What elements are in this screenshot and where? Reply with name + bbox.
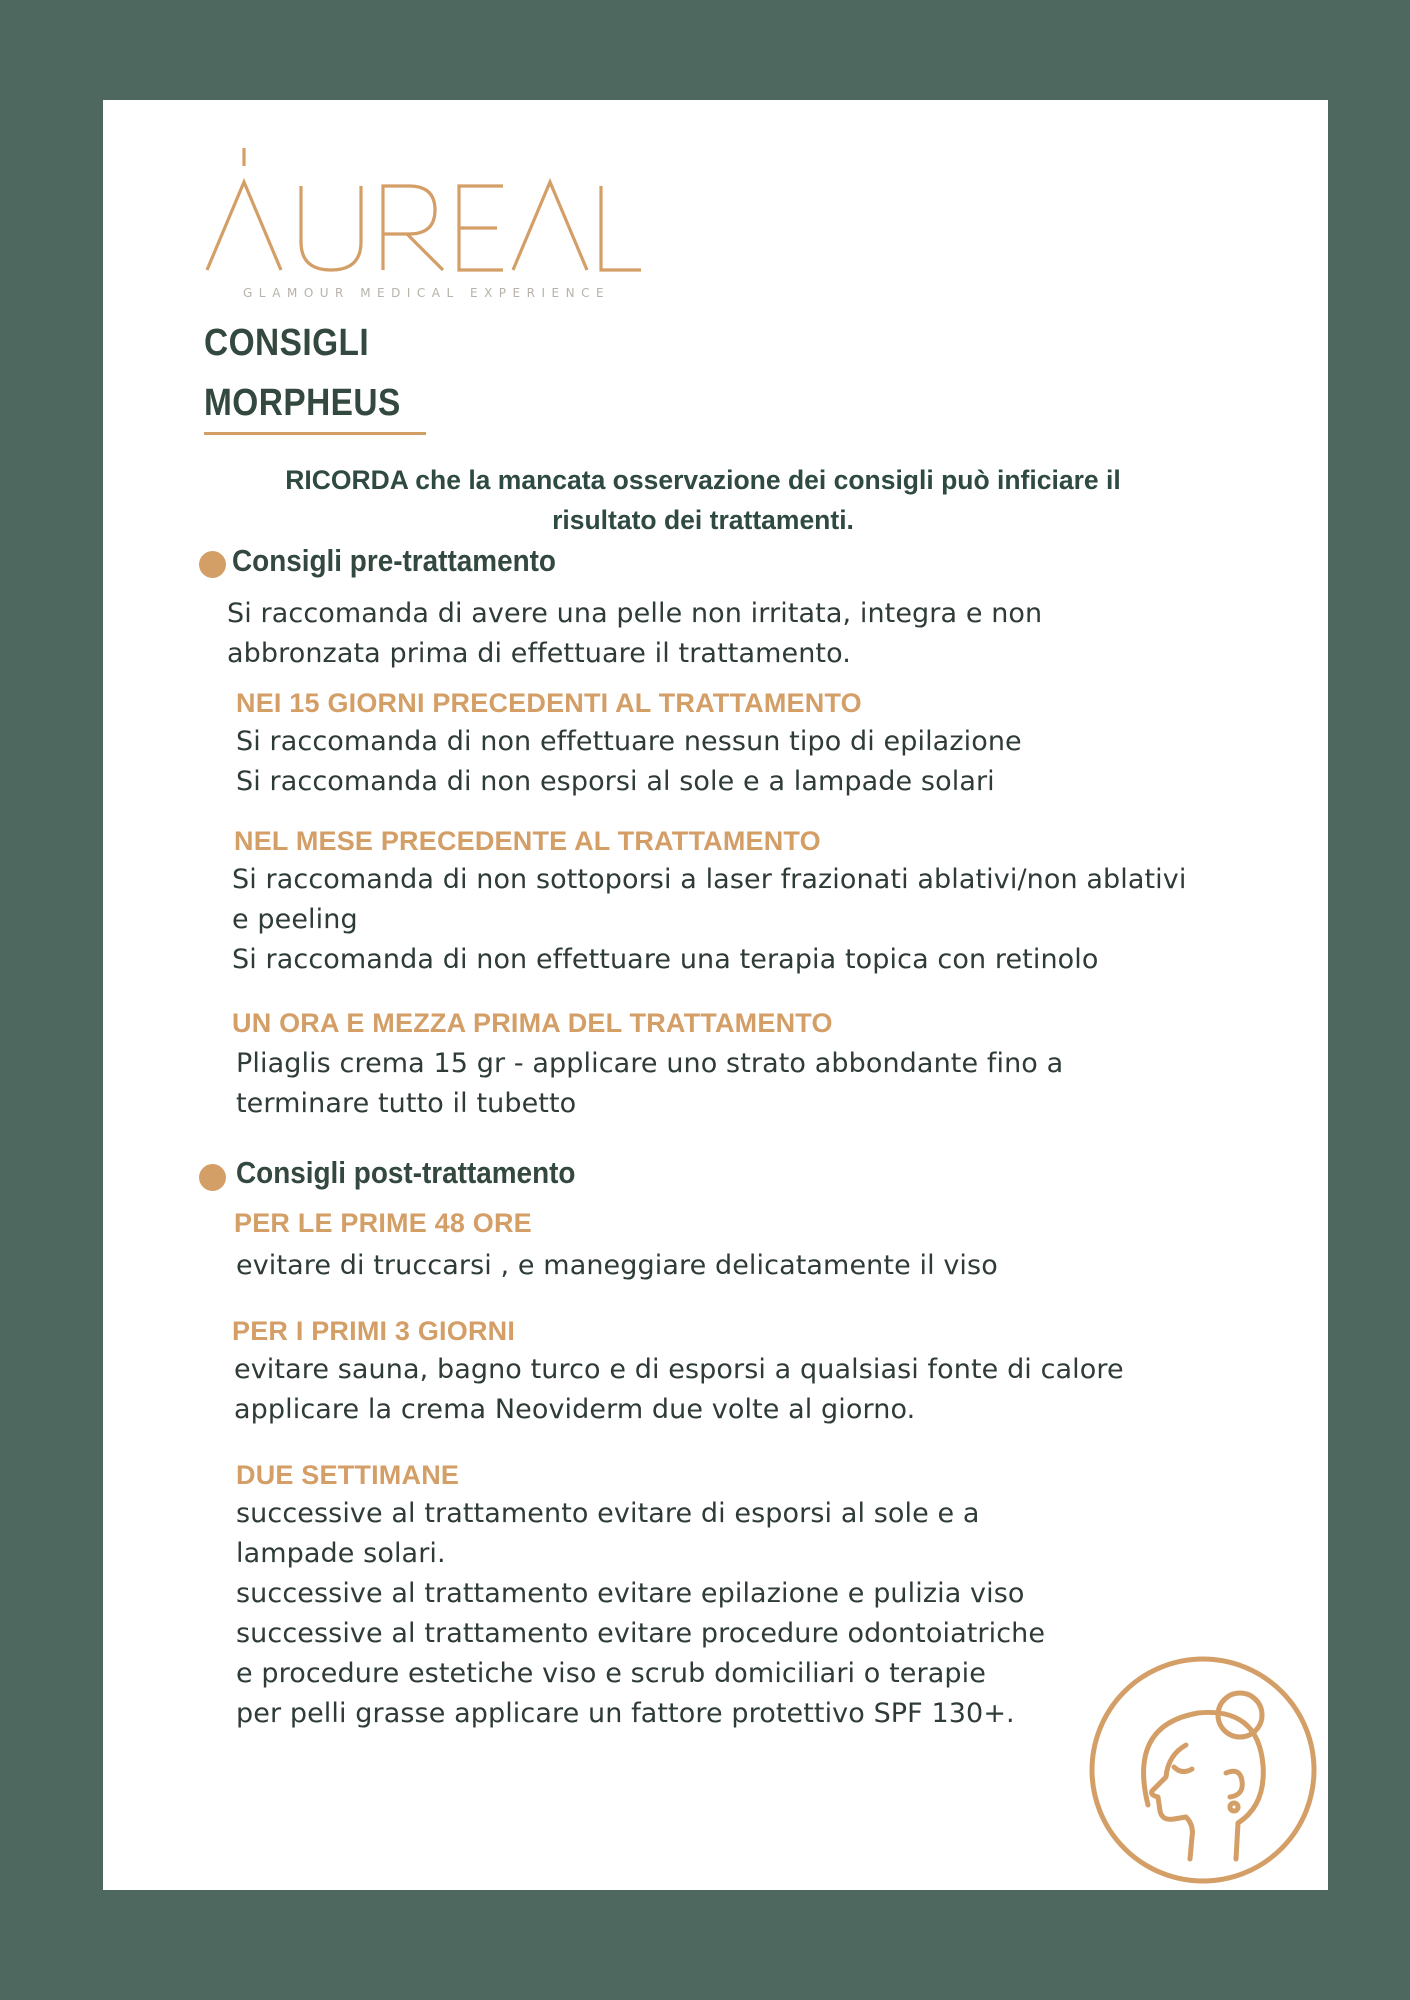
bullet-dot-icon (199, 1164, 226, 1191)
pre-15-days-line-1: Si raccomanda di non effettuare nessun tipo di epilazione (236, 726, 1022, 757)
post-3days-line-2: applicare la crema Neoviderm due volte al giorno. (234, 1394, 916, 1425)
woman-face-profile-icon (1088, 1655, 1318, 1885)
bullet-dot-icon (199, 551, 226, 578)
post-48h-heading: PER LE PRIME 48 ORE (234, 1208, 532, 1238)
pre-month-line-2: e peeling (232, 904, 358, 935)
post-2weeks-line-5: e procedure estetiche viso e scrub domiciliari o terapie (236, 1658, 986, 1689)
reminder-line-1: RICORDA che la mancata osservazione dei consigli può inficiare il (285, 465, 1121, 495)
post-2weeks-line-2: lampade solari. (236, 1538, 446, 1569)
pre-intro-line-2: abbronzata prima di effettuare il trattamento. (227, 638, 851, 669)
reminder-line-2: risultato dei trattamenti. (552, 505, 854, 535)
post-3days-line-1: evitare sauna, bagno turco e di esporsi a qualsiasi fonte di calore (234, 1354, 1124, 1385)
reminder-note (233, 460, 1173, 540)
logo-tagline: GLAMOUR MEDICAL EXPERIENCE (243, 286, 611, 300)
post-2weeks-line-6: per pelli grasse applicare un fattore protettivo SPF 130+. (236, 1698, 1015, 1729)
pre-90min-line-1: Pliaglis crema 15 gr - applicare uno strato abbondante fino a (236, 1048, 1064, 1079)
post-3days-heading: PER I PRIMI 3 GIORNI (232, 1316, 516, 1346)
pre-90min-line-2: terminare tutto il tubetto (236, 1088, 577, 1119)
pre-month-line-1: Si raccomanda di non sottoporsi a laser frazionati ablativi/non ablativi (232, 864, 1187, 895)
title-underline (204, 432, 426, 435)
post-2weeks-line-1: successive al trattamento evitare di esporsi al sole e a (236, 1498, 980, 1529)
post-48h-line-1: evitare di truccarsi , e maneggiare delicatamente il viso (236, 1250, 998, 1281)
post-2weeks-heading: DUE SETTIMANE (236, 1460, 460, 1490)
pre-month-line-3: Si raccomanda di non effettuare una terapia topica con retinolo (232, 944, 1099, 975)
pre-15-days-line-2: Si raccomanda di non esporsi al sole e a lampade solari (236, 766, 995, 797)
post-2weeks-line-3: successive al trattamento evitare epilazione e pulizia viso (236, 1578, 1025, 1609)
post-treatment-heading: Consigli post-trattamento (236, 1155, 576, 1190)
pre-90min-heading: UN ORA E MEZZA PRIMA DEL TRATTAMENTO (232, 1008, 833, 1038)
pre-15-days-heading: NEI 15 GIORNI PRECEDENTI AL TRATTAMENTO (236, 688, 862, 718)
document-page (103, 100, 1328, 1890)
page-title-line-1: CONSIGLI (204, 322, 370, 364)
post-2weeks-line-4: successive al trattamento evitare procedure odontoiatriche (236, 1618, 1046, 1649)
page-title-line-2: MORPHEUS (204, 382, 401, 424)
pre-treatment-heading: Consigli pre-trattamento (232, 543, 556, 578)
pre-intro-line-1: Si raccomanda di avere una pelle non irritata, integra e non (227, 598, 1043, 629)
pre-month-heading: NEL MESE PRECEDENTE AL TRATTAMENTO (234, 826, 821, 856)
